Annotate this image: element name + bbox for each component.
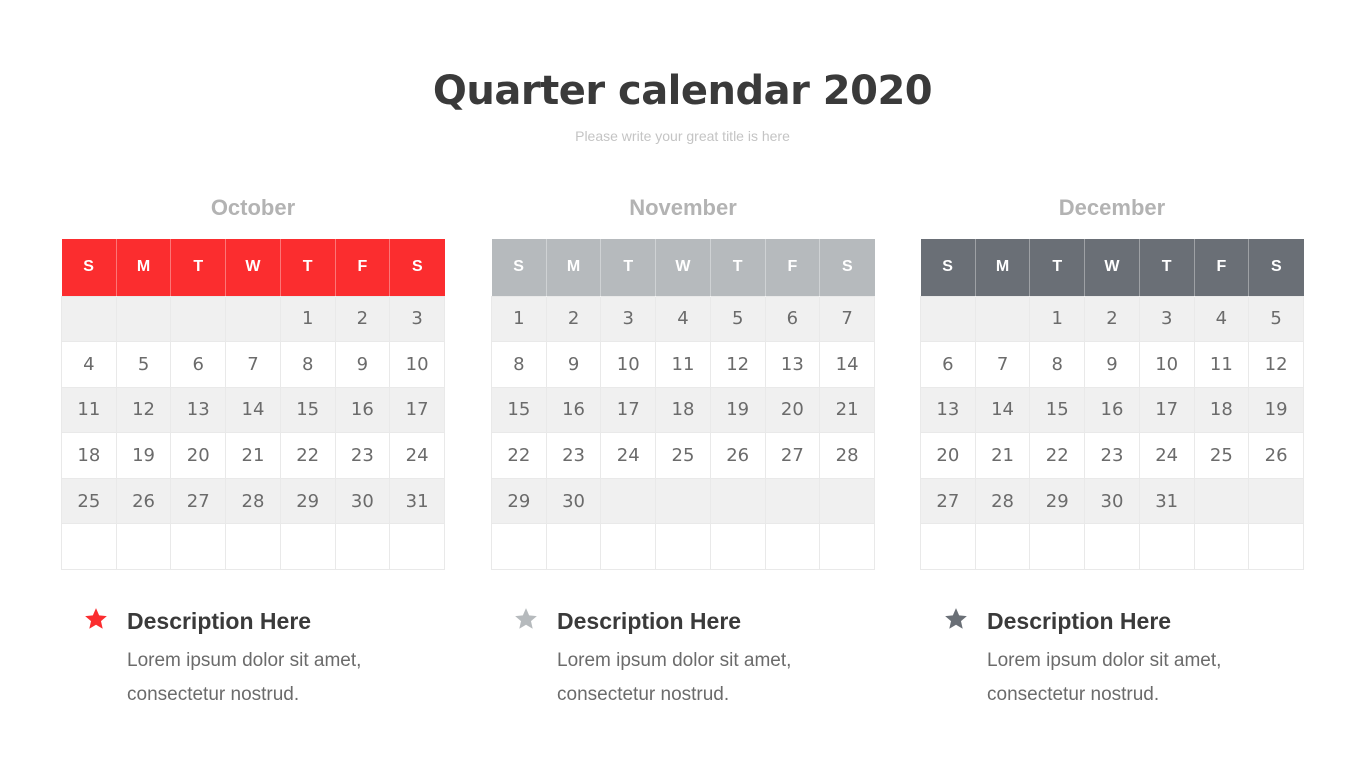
day-cell: 2 xyxy=(335,296,390,342)
day-cell: 15 xyxy=(280,387,335,433)
day-cell: 12 xyxy=(1249,342,1304,388)
day-cell: 20 xyxy=(765,387,820,433)
page-title: Quarter calendar 2020 xyxy=(432,68,933,114)
day-cell: 11 xyxy=(656,342,711,388)
day-cell: 19 xyxy=(1249,387,1304,433)
day-cell: 1 xyxy=(492,296,547,342)
day-cell: 20 xyxy=(171,433,226,479)
day-cell: 17 xyxy=(390,387,445,433)
day-cell xyxy=(226,524,281,570)
weekday-header: M xyxy=(116,239,171,296)
week-row xyxy=(921,478,1304,524)
description-line-1: Lorem ipsum dolor sit amet, xyxy=(127,650,362,671)
day-cell: 26 xyxy=(116,478,171,524)
day-cell: 29 xyxy=(280,478,335,524)
page-subtitle: Please write your great title is here xyxy=(575,128,790,144)
description-title: Description Here xyxy=(127,608,312,634)
day-cell xyxy=(62,296,117,342)
weekday-header: M xyxy=(975,239,1030,296)
day-cell: 25 xyxy=(62,478,117,524)
weekday-header: S xyxy=(62,239,117,296)
weekday-header: S xyxy=(921,239,976,296)
day-cell: 18 xyxy=(656,387,711,433)
description-title: Description Here xyxy=(557,608,742,634)
day-cell xyxy=(390,524,445,570)
day-cell: 4 xyxy=(1194,296,1249,342)
day-cell: 19 xyxy=(116,433,171,479)
day-cell: 27 xyxy=(765,433,820,479)
day-cell: 11 xyxy=(1194,342,1249,388)
day-cell: 30 xyxy=(335,478,390,524)
day-cell xyxy=(335,524,390,570)
weekday-header: T xyxy=(1139,239,1194,296)
day-cell: 3 xyxy=(390,296,445,342)
day-cell: 27 xyxy=(921,478,976,524)
day-cell: 2 xyxy=(546,296,601,342)
day-cell: 6 xyxy=(921,342,976,388)
day-cell xyxy=(492,524,547,570)
day-cell xyxy=(1194,478,1249,524)
calendar-october xyxy=(61,239,445,570)
day-cell: 9 xyxy=(1085,342,1140,388)
week-row xyxy=(921,342,1304,388)
day-cell: 4 xyxy=(62,342,117,388)
day-cell: 13 xyxy=(921,387,976,433)
day-cell xyxy=(710,524,765,570)
day-cell: 26 xyxy=(1249,433,1304,479)
day-cell: 10 xyxy=(1139,342,1194,388)
day-cell xyxy=(921,524,976,570)
weekday-header: T xyxy=(1030,239,1085,296)
weekday-header-row xyxy=(492,239,875,296)
day-cell: 31 xyxy=(1139,478,1194,524)
weekday-header: S xyxy=(820,239,875,296)
day-cell: 28 xyxy=(226,478,281,524)
description-line-1: Lorem ipsum dolor sit amet, xyxy=(557,650,792,671)
day-cell xyxy=(765,524,820,570)
day-cell: 2 xyxy=(1085,296,1140,342)
day-cell xyxy=(1139,524,1194,570)
day-cell: 24 xyxy=(601,433,656,479)
day-cell: 14 xyxy=(226,387,281,433)
day-cell xyxy=(656,478,711,524)
day-cell xyxy=(820,524,875,570)
week-row xyxy=(492,387,875,433)
description-line-1: Lorem ipsum dolor sit amet, xyxy=(987,650,1222,671)
day-cell: 11 xyxy=(62,387,117,433)
day-cell xyxy=(171,524,226,570)
week-row xyxy=(62,524,445,570)
day-cell: 19 xyxy=(710,387,765,433)
day-cell xyxy=(601,524,656,570)
day-cell xyxy=(1085,524,1140,570)
week-row xyxy=(921,387,1304,433)
weekday-header: F xyxy=(765,239,820,296)
day-cell: 22 xyxy=(280,433,335,479)
week-row xyxy=(492,342,875,388)
week-row xyxy=(62,478,445,524)
week-row xyxy=(492,296,875,342)
weekday-header: F xyxy=(335,239,390,296)
day-cell: 1 xyxy=(1030,296,1085,342)
day-cell: 22 xyxy=(492,433,547,479)
day-cell: 9 xyxy=(546,342,601,388)
weekday-header-row xyxy=(921,239,1304,296)
week-row xyxy=(921,296,1304,342)
day-cell: 6 xyxy=(765,296,820,342)
day-cell xyxy=(62,524,117,570)
day-cell xyxy=(921,296,976,342)
day-cell: 5 xyxy=(1249,296,1304,342)
description-text xyxy=(557,644,877,712)
month-name-december: December xyxy=(1058,195,1166,220)
weekday-header: S xyxy=(1249,239,1304,296)
day-cell: 29 xyxy=(492,478,547,524)
day-cell: 12 xyxy=(116,387,171,433)
day-cell: 25 xyxy=(656,433,711,479)
day-cell: 4 xyxy=(656,296,711,342)
day-cell xyxy=(226,296,281,342)
weekday-header: F xyxy=(1194,239,1249,296)
day-cell: 6 xyxy=(171,342,226,388)
day-cell: 15 xyxy=(492,387,547,433)
day-cell: 31 xyxy=(390,478,445,524)
day-cell xyxy=(656,524,711,570)
month-name-october: October xyxy=(210,195,296,220)
description-line-2: consectetur nostrud. xyxy=(987,684,1160,705)
day-cell: 29 xyxy=(1030,478,1085,524)
day-cell: 28 xyxy=(820,433,875,479)
day-cell: 26 xyxy=(710,433,765,479)
week-row xyxy=(492,524,875,570)
day-cell: 23 xyxy=(546,433,601,479)
weekday-header: W xyxy=(656,239,711,296)
description-line-2: consectetur nostrud. xyxy=(557,684,730,705)
weekday-header: T xyxy=(280,239,335,296)
day-cell: 3 xyxy=(601,296,656,342)
day-cell: 10 xyxy=(390,342,445,388)
day-cell xyxy=(765,478,820,524)
day-cell xyxy=(116,296,171,342)
description-text xyxy=(987,644,1307,712)
description-text xyxy=(127,644,447,712)
day-cell xyxy=(601,478,656,524)
day-cell xyxy=(1249,478,1304,524)
day-cell: 25 xyxy=(1194,433,1249,479)
day-cell: 13 xyxy=(171,387,226,433)
month-name-november: November xyxy=(629,195,737,220)
description-line-2: consectetur nostrud. xyxy=(127,684,300,705)
day-cell: 28 xyxy=(975,478,1030,524)
day-cell: 30 xyxy=(1085,478,1140,524)
day-cell xyxy=(116,524,171,570)
weekday-header-row xyxy=(62,239,445,296)
day-cell xyxy=(1249,524,1304,570)
calendar-december xyxy=(920,239,1304,570)
week-row xyxy=(62,433,445,479)
weekday-header: M xyxy=(546,239,601,296)
day-cell: 27 xyxy=(171,478,226,524)
day-cell: 24 xyxy=(1139,433,1194,479)
day-cell: 12 xyxy=(710,342,765,388)
day-cell: 17 xyxy=(1139,387,1194,433)
day-cell xyxy=(820,478,875,524)
day-cell: 9 xyxy=(335,342,390,388)
day-cell: 18 xyxy=(1194,387,1249,433)
weekday-header: T xyxy=(710,239,765,296)
day-cell: 5 xyxy=(116,342,171,388)
day-cell xyxy=(280,524,335,570)
day-cell: 7 xyxy=(226,342,281,388)
day-cell: 30 xyxy=(546,478,601,524)
day-cell: 17 xyxy=(601,387,656,433)
day-cell: 8 xyxy=(492,342,547,388)
weekday-header: T xyxy=(601,239,656,296)
weekday-header: S xyxy=(390,239,445,296)
day-cell xyxy=(1194,524,1249,570)
description-title: Description Here xyxy=(987,608,1172,634)
day-cell: 15 xyxy=(1030,387,1085,433)
star-icon xyxy=(943,606,969,632)
calendar-november xyxy=(491,239,875,570)
week-row xyxy=(921,524,1304,570)
day-cell: 21 xyxy=(820,387,875,433)
day-cell xyxy=(1030,524,1085,570)
star-icon xyxy=(83,606,109,632)
day-cell: 21 xyxy=(975,433,1030,479)
day-cell: 16 xyxy=(335,387,390,433)
day-cell xyxy=(975,296,1030,342)
day-cell: 18 xyxy=(62,433,117,479)
day-cell: 21 xyxy=(226,433,281,479)
day-cell: 5 xyxy=(710,296,765,342)
day-cell: 7 xyxy=(820,296,875,342)
day-cell: 3 xyxy=(1139,296,1194,342)
weekday-header: W xyxy=(1085,239,1140,296)
day-cell: 14 xyxy=(975,387,1030,433)
day-cell xyxy=(975,524,1030,570)
day-cell: 10 xyxy=(601,342,656,388)
day-cell: 13 xyxy=(765,342,820,388)
day-cell: 23 xyxy=(1085,433,1140,479)
day-cell xyxy=(171,296,226,342)
day-cell: 16 xyxy=(1085,387,1140,433)
day-cell: 23 xyxy=(335,433,390,479)
weekday-header: W xyxy=(226,239,281,296)
day-cell: 16 xyxy=(546,387,601,433)
day-cell: 24 xyxy=(390,433,445,479)
day-cell xyxy=(546,524,601,570)
weekday-header: S xyxy=(492,239,547,296)
day-cell xyxy=(710,478,765,524)
week-row xyxy=(921,433,1304,479)
day-cell: 14 xyxy=(820,342,875,388)
week-row xyxy=(62,296,445,342)
week-row xyxy=(62,387,445,433)
day-cell: 8 xyxy=(1030,342,1085,388)
weekday-header: T xyxy=(171,239,226,296)
day-cell: 20 xyxy=(921,433,976,479)
day-cell: 1 xyxy=(280,296,335,342)
day-cell: 7 xyxy=(975,342,1030,388)
week-row xyxy=(492,478,875,524)
week-row xyxy=(62,342,445,388)
star-icon xyxy=(513,606,539,632)
day-cell: 22 xyxy=(1030,433,1085,479)
day-cell: 8 xyxy=(280,342,335,388)
week-row xyxy=(492,433,875,479)
